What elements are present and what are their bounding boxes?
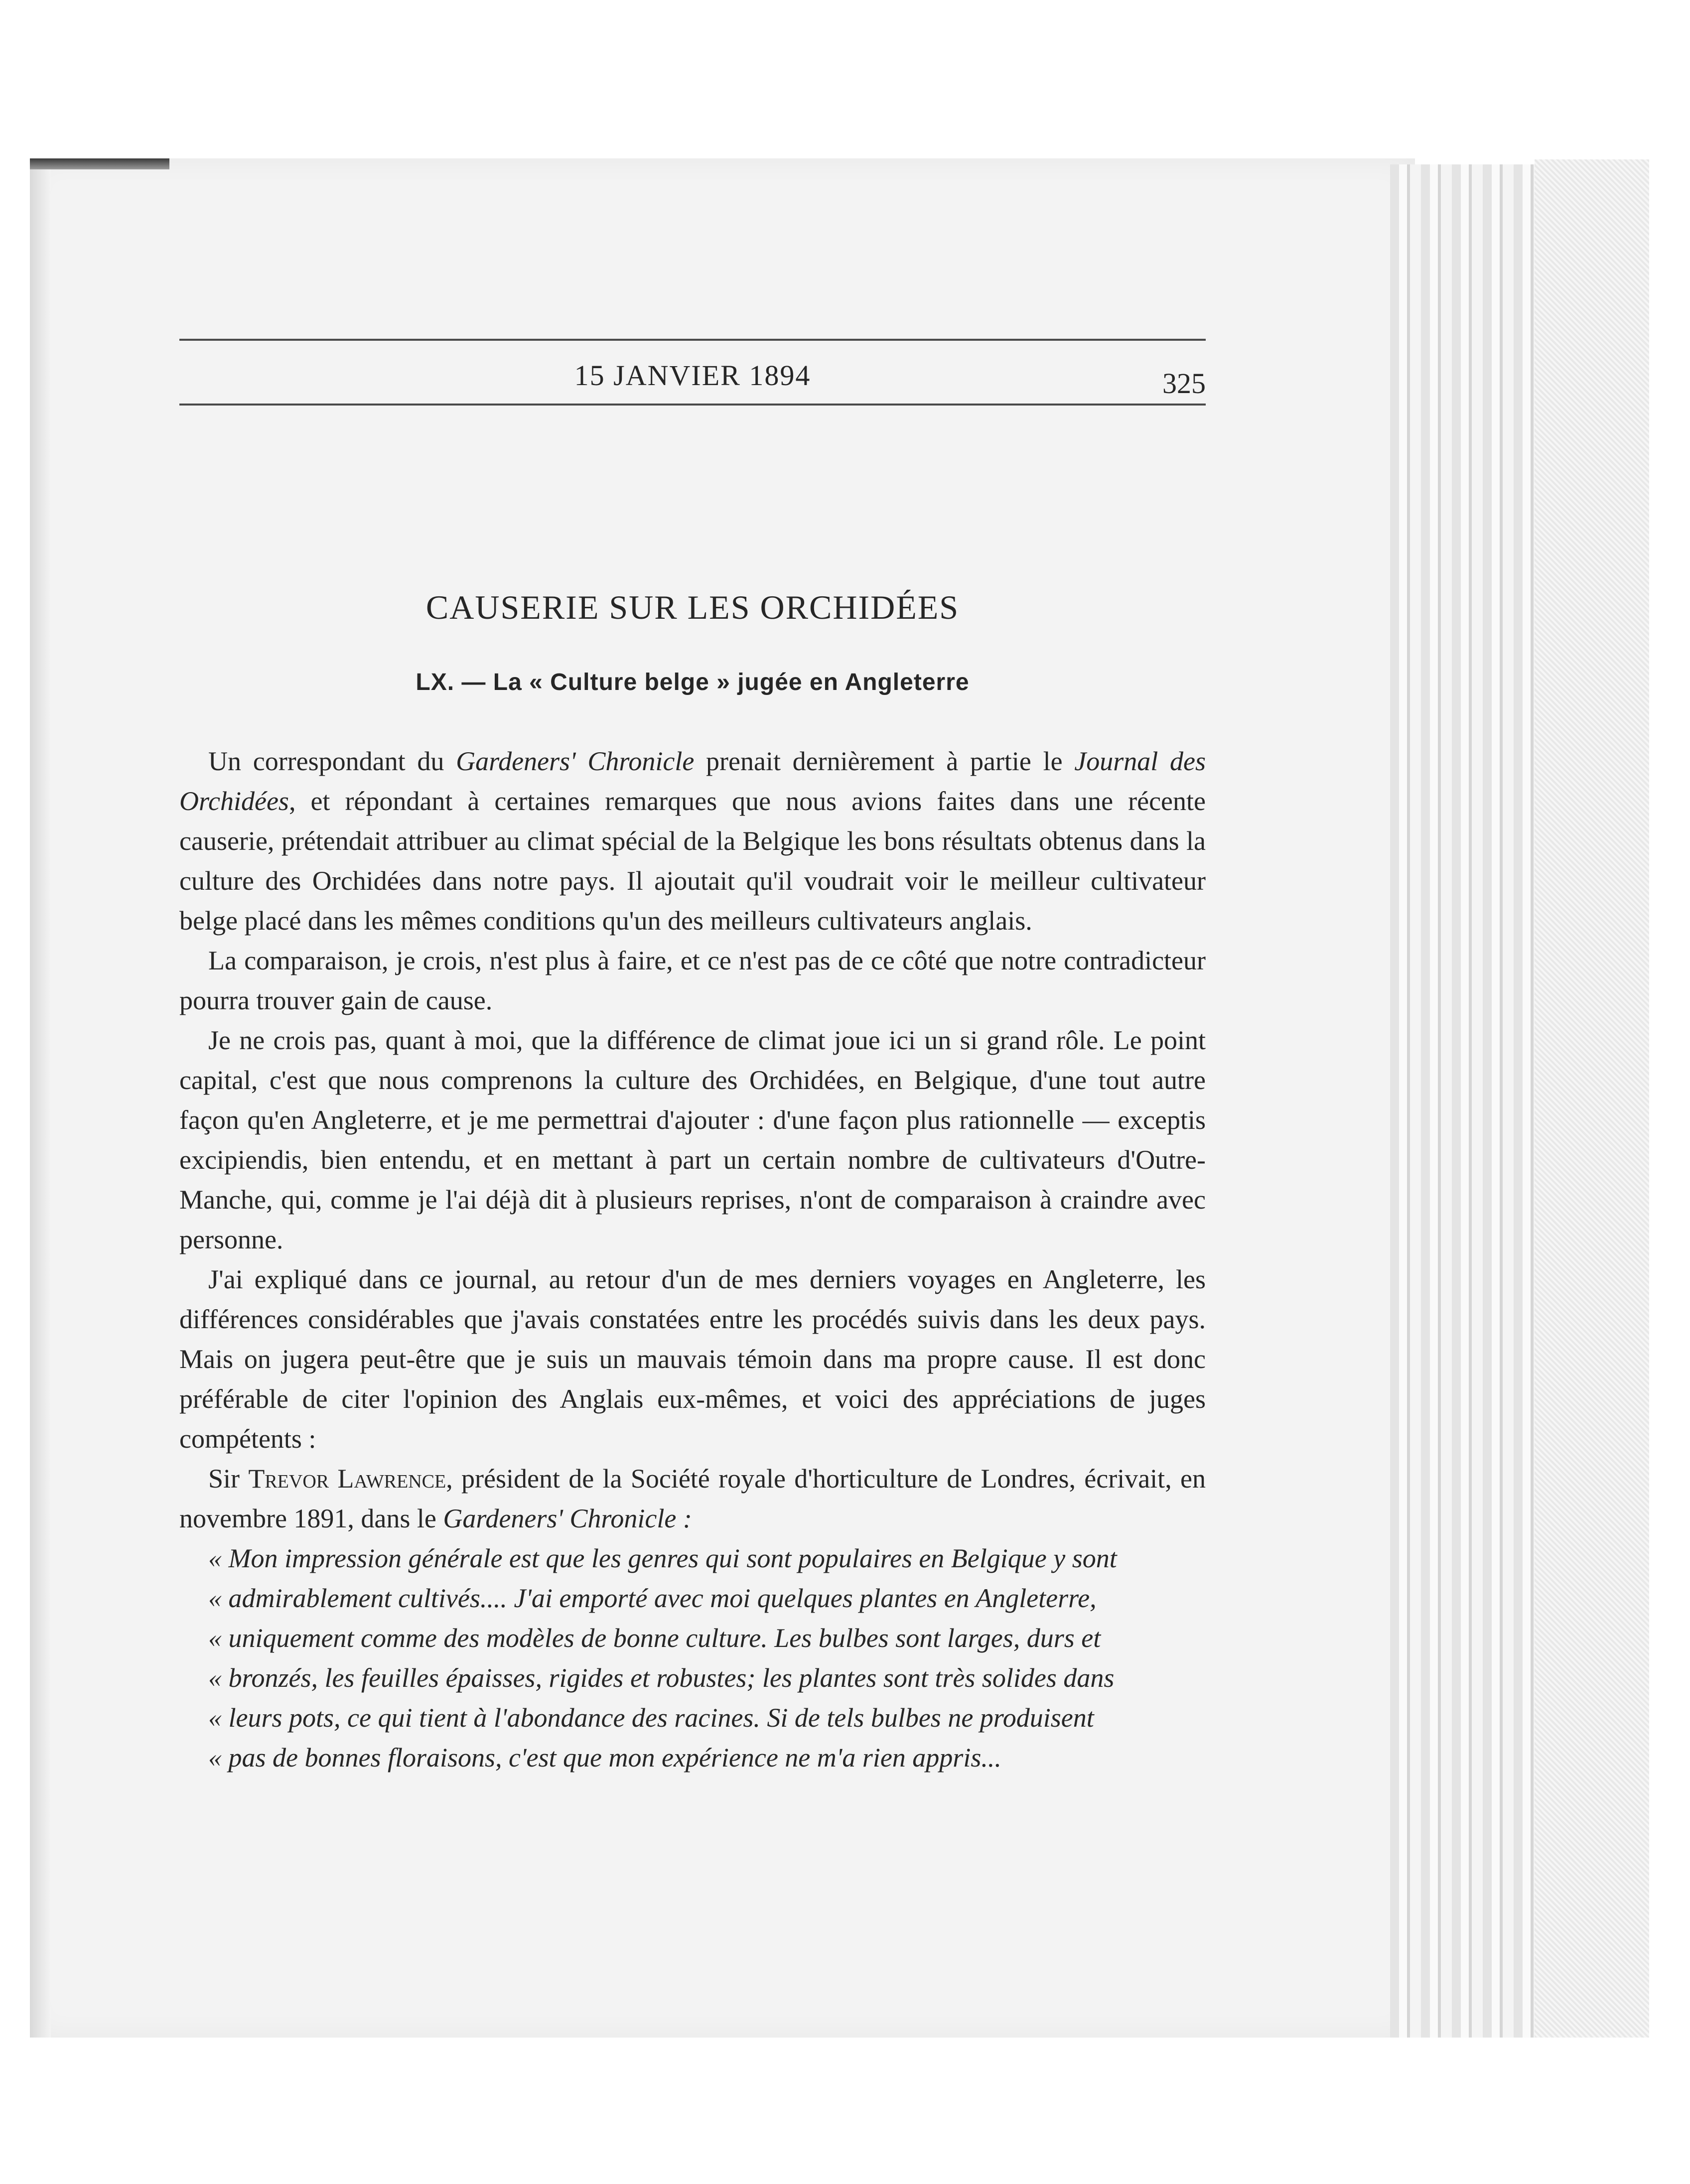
paragraph-1-text-c: prenait dernièrement à partie le [694, 746, 1075, 776]
journal-title: Journal des Orchidées [179, 746, 1206, 816]
header-bottom-rule [179, 404, 1206, 406]
header-top-rule [179, 339, 1206, 341]
paragraph-5-text-a: Sir [208, 1464, 249, 1494]
paragraph-1-text-e: , et répondant à certaines remarques que nous avions faites dans une récente causerie, prétendait attribuer au climat spécial de la Belgique les bons résultats obtenus dans la culture des Orchidées dans notre pays. Il ajoutait qu'il voudrait voir le meilleur cultivateur belge placé dans les mêmes conditions qu'un des meilleurs cultivateurs anglais. [179, 786, 1206, 936]
article-subtitle: LX. — La « Culture belge » jugée en Angleterre [416, 669, 970, 695]
running-head-date: 15 JANVIER 1894 [574, 359, 811, 392]
book-page-edges [1390, 164, 1535, 2038]
quote-line: « bronzés, les feuilles épaisses, rigides et robustes; les plantes sont très solides dans [208, 1663, 1115, 1693]
paragraph-1 [179, 741, 1206, 941]
publication-title: Gardeners' Chronicle [456, 746, 695, 776]
binding-shadow [30, 158, 169, 169]
paragraph-4: J'ai expliqué dans ce journal, au retour d'un de mes derniers voyages en Angleterre, les différences considérables que j'avais constatées entre les procédés suivis dans les deux pays. Mais on jugera peut-être que je suis un mauvais témoin dans ma propre cause. Il est donc préférable de citer l'opinion des Anglais eux-mêmes, et voici des appréciations de juges compétents : [179, 1264, 1206, 1454]
paragraph-1-text-a: Un correspondant du [208, 746, 456, 776]
article-body [179, 741, 1206, 1777]
page-gutter-shadow [30, 158, 51, 2038]
quote-line: « pas de bonnes floraisons, c'est que mon expérience ne m'a rien appris... [208, 1743, 1001, 1773]
paragraph-5-text-c: , président de la Société royale d'horticulture de Londres, écrivait, en novembre 1891, dans le [179, 1464, 1206, 1533]
block-quote [179, 1538, 1206, 1777]
book-cover-edge [1535, 159, 1649, 2038]
quote-line: « admirablement cultivés.... J'ai emporté avec moi quelques plantes en Angleterre, [208, 1583, 1097, 1613]
article-title: CAUSERIE SUR LES ORCHIDÉES [425, 588, 960, 626]
paragraph-5 [179, 1459, 1206, 1538]
paragraph-3: Je ne crois pas, quant à moi, que la différence de climat joue ici un si grand rôle. Le point capital, c'est que nous comprenons la culture des Orchidées, en Belgique, d'une tout autre façon qu'en Angleterre, et je me permettrai d'ajouter : d'une façon plus rationnelle — exceptis excipiendis, bien entendu, et en mettant à part un certain nombre de cultivateurs d'Outre-Manche, qui, comme je l'ai déjà dit à plusieurs reprises, n'ont de comparaison à craindre avec personne. [179, 1025, 1206, 1254]
quote-line: « uniquement comme des modèles de bonne culture. Les bulbes sont larges, durs et [208, 1623, 1101, 1653]
page-number: 325 [1162, 367, 1206, 400]
person-name: Trevor Lawrence [248, 1464, 446, 1494]
publication-title-2: Gardeners' Chronicle : [443, 1503, 692, 1533]
quote-line: « Mon impression générale est que les genres qui sont populaires en Belgique y sont [208, 1543, 1117, 1573]
paragraph-2: La comparaison, je crois, n'est plus à faire, et ce n'est pas de ce côté que notre contradicteur pourra trouver gain de cause. [179, 946, 1206, 1015]
quote-line: « leurs pots, ce qui tient à l'abondance des racines. Si de tels bulbes ne produisent [208, 1703, 1094, 1733]
